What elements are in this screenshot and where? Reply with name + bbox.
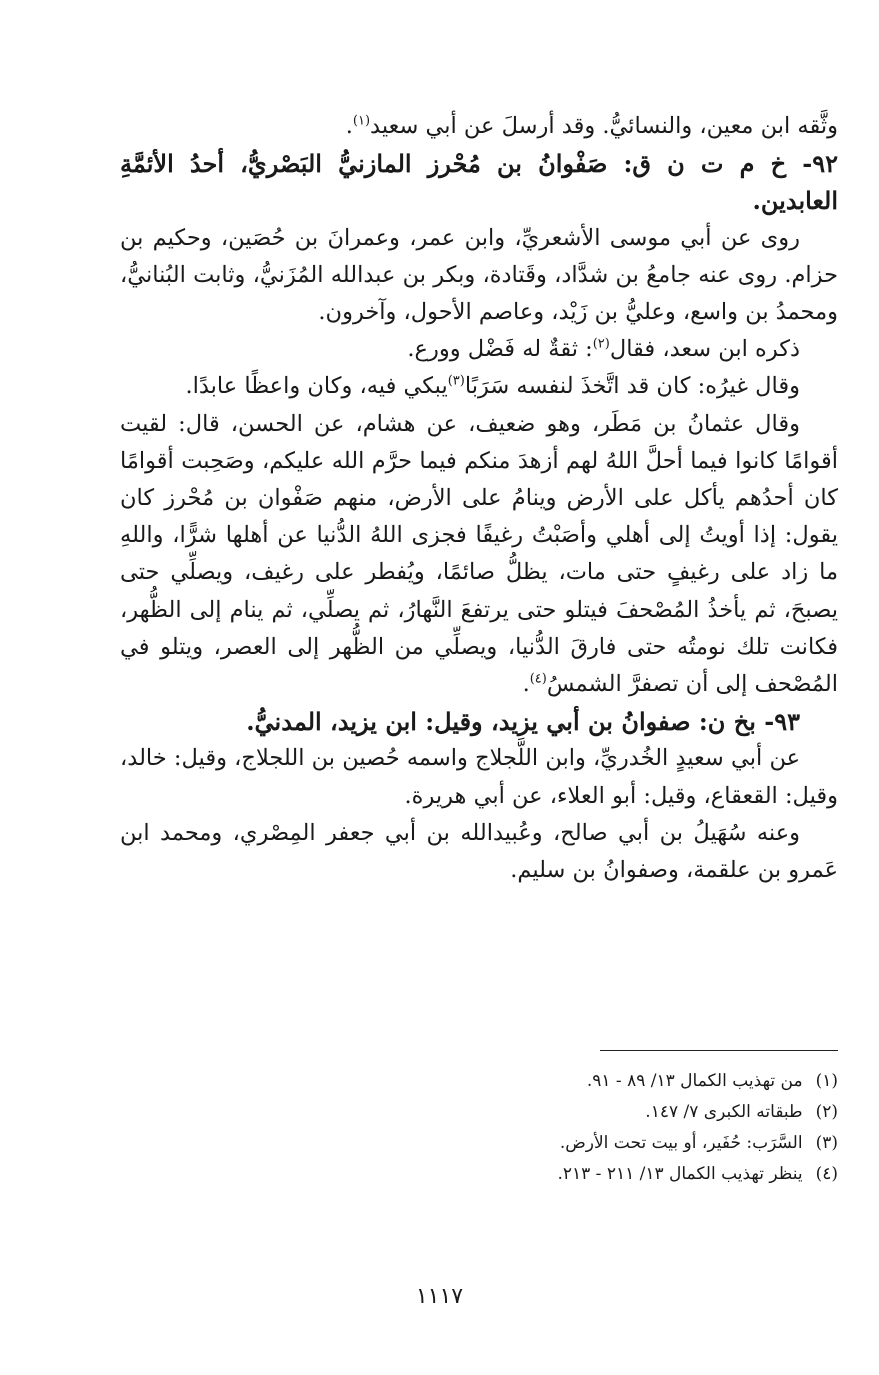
paragraph-ibn-sad: ذكره ابن سعد، فقال$^{(٢)}$: ثقةٌ له فَضْل وورع. — [407, 336, 800, 363]
footnote-divider — [600, 1050, 838, 1051]
paragraph-wa-anhu: وعنه سُهَيلُ بن أبي صالح، وعُبيدالله بن أبي جعفر المِصْري، ومحمد ابن عَمرو بن علقمة، وصفوانُ بن سليم. — [120, 819, 838, 884]
footnote-4: (٤) ينظر تهذيب الكمال ١٣/ ٢١١ - ٢١٣. — [557, 1164, 838, 1184]
footnote-ref-4: (٤) — [529, 671, 547, 687]
main-text — [120, 108, 838, 889]
paragraph-an-abi-said: عن أبي سعيدٍ الخُدريِّ، وابن اللَّجلاج واسمه حُصين بن اللجلاج، وقيل: خالد، وقيل: القعقاع، وقيل: أبو العلاء، عن أبي هريرة. — [120, 745, 838, 809]
footnote-2: (٢) طبقاته الكبرى ٧/ ١٤٧. — [645, 1102, 838, 1122]
paragraph-narrators: روى عن أبي موسى الأشعريِّ، وابن عمر، وعمرانَ بن حُصَين، وحكيم بن حزام. روى عنه جامعُ بن شدَّاد، وقَتادة، وبكر بن عبدالله المُزَنيُّ، وثابت البُنانيُّ، ومحمدُ بن واسع، وعليُّ بن زَيْد، وعاصم الأحول، وآخرون. — [120, 224, 838, 326]
footnote-ref-3: (٣) — [447, 373, 465, 389]
footnotes — [300, 1066, 838, 1190]
paragraph-other-said: وقال غيرُه: كان قد اتَّخذَ لنفسه سَرَبًا$^{(٣)}$يبكي فيه، وكان واعظًا عابدًا. — [185, 373, 800, 400]
page-number: ١١١٧ — [415, 1284, 464, 1309]
footnote-1: (١) من تهذيب الكمال ١٣/ ٨٩ - ٩١. — [586, 1071, 838, 1091]
footnote-ref-1: (١) — [352, 113, 371, 129]
entry-heading-92: ٩٢- خ م ت ن ق: صَفْوانُ بن مُحْرز المازنيُّ البَصْريُّ، أحدُ الأئمَّةِ العابدين. — [120, 149, 838, 216]
footnote-3: (٣) السَّرَب: حُفَير، أو بيت تحت الأرض. — [559, 1133, 838, 1153]
paragraph-uthman: وقال عثمانُ بن مَطَر، وهو ضعيف، عن هشام، عن الحسن، قال: لقيت أقوامًا كانوا فيما أحلَّ اللهُ لهم أزهدَ منكم فيما حرَّم الله عليكم، وصَحِبت أقوامًا كان أحدُهم يأكل على الأرض وينامُ على الأرض، منهم صَفْوان بن مُحْرز كان يقول: إذا أويتُ إلى أهلي وأصَبْتُ رغيفًا فجزى اللهُ الدُّنيا عن أهلها شرًّا، واللهِ ما زاد على رغيفٍ حتى مات، يظلُّ صائمًا، ويُفطر على رغيف، ويصلِّي حتى يصبحَ، ثم يأخذُ المُصْحفَ فيتلو حتى يرتفعَ النَّهارُ، ثم يصلِّي، ثم ينام إلى الظُّهر، فكانت تلك نومتُه حتى فارقَ الدُّنيا، ويصلِّي من الظُّهر إلى العصر، ويتلو في المُصْحف إلى أن تصفرَّ الشمسُ$^{(٤)}$. — [120, 410, 838, 698]
entry-heading-93: ٩٣- بخ ن: صفوانُ بن أبي يزيد، وقيل: ابن يزيد، المدنيُّ. — [246, 707, 800, 737]
footnote-ref-2: (٢) — [592, 336, 610, 352]
paragraph-1: وثَّقه ابن معين، والنسائيُّ. وقد أرسلَ عن أبي سعيد$^{(١)}$. — [345, 113, 838, 139]
